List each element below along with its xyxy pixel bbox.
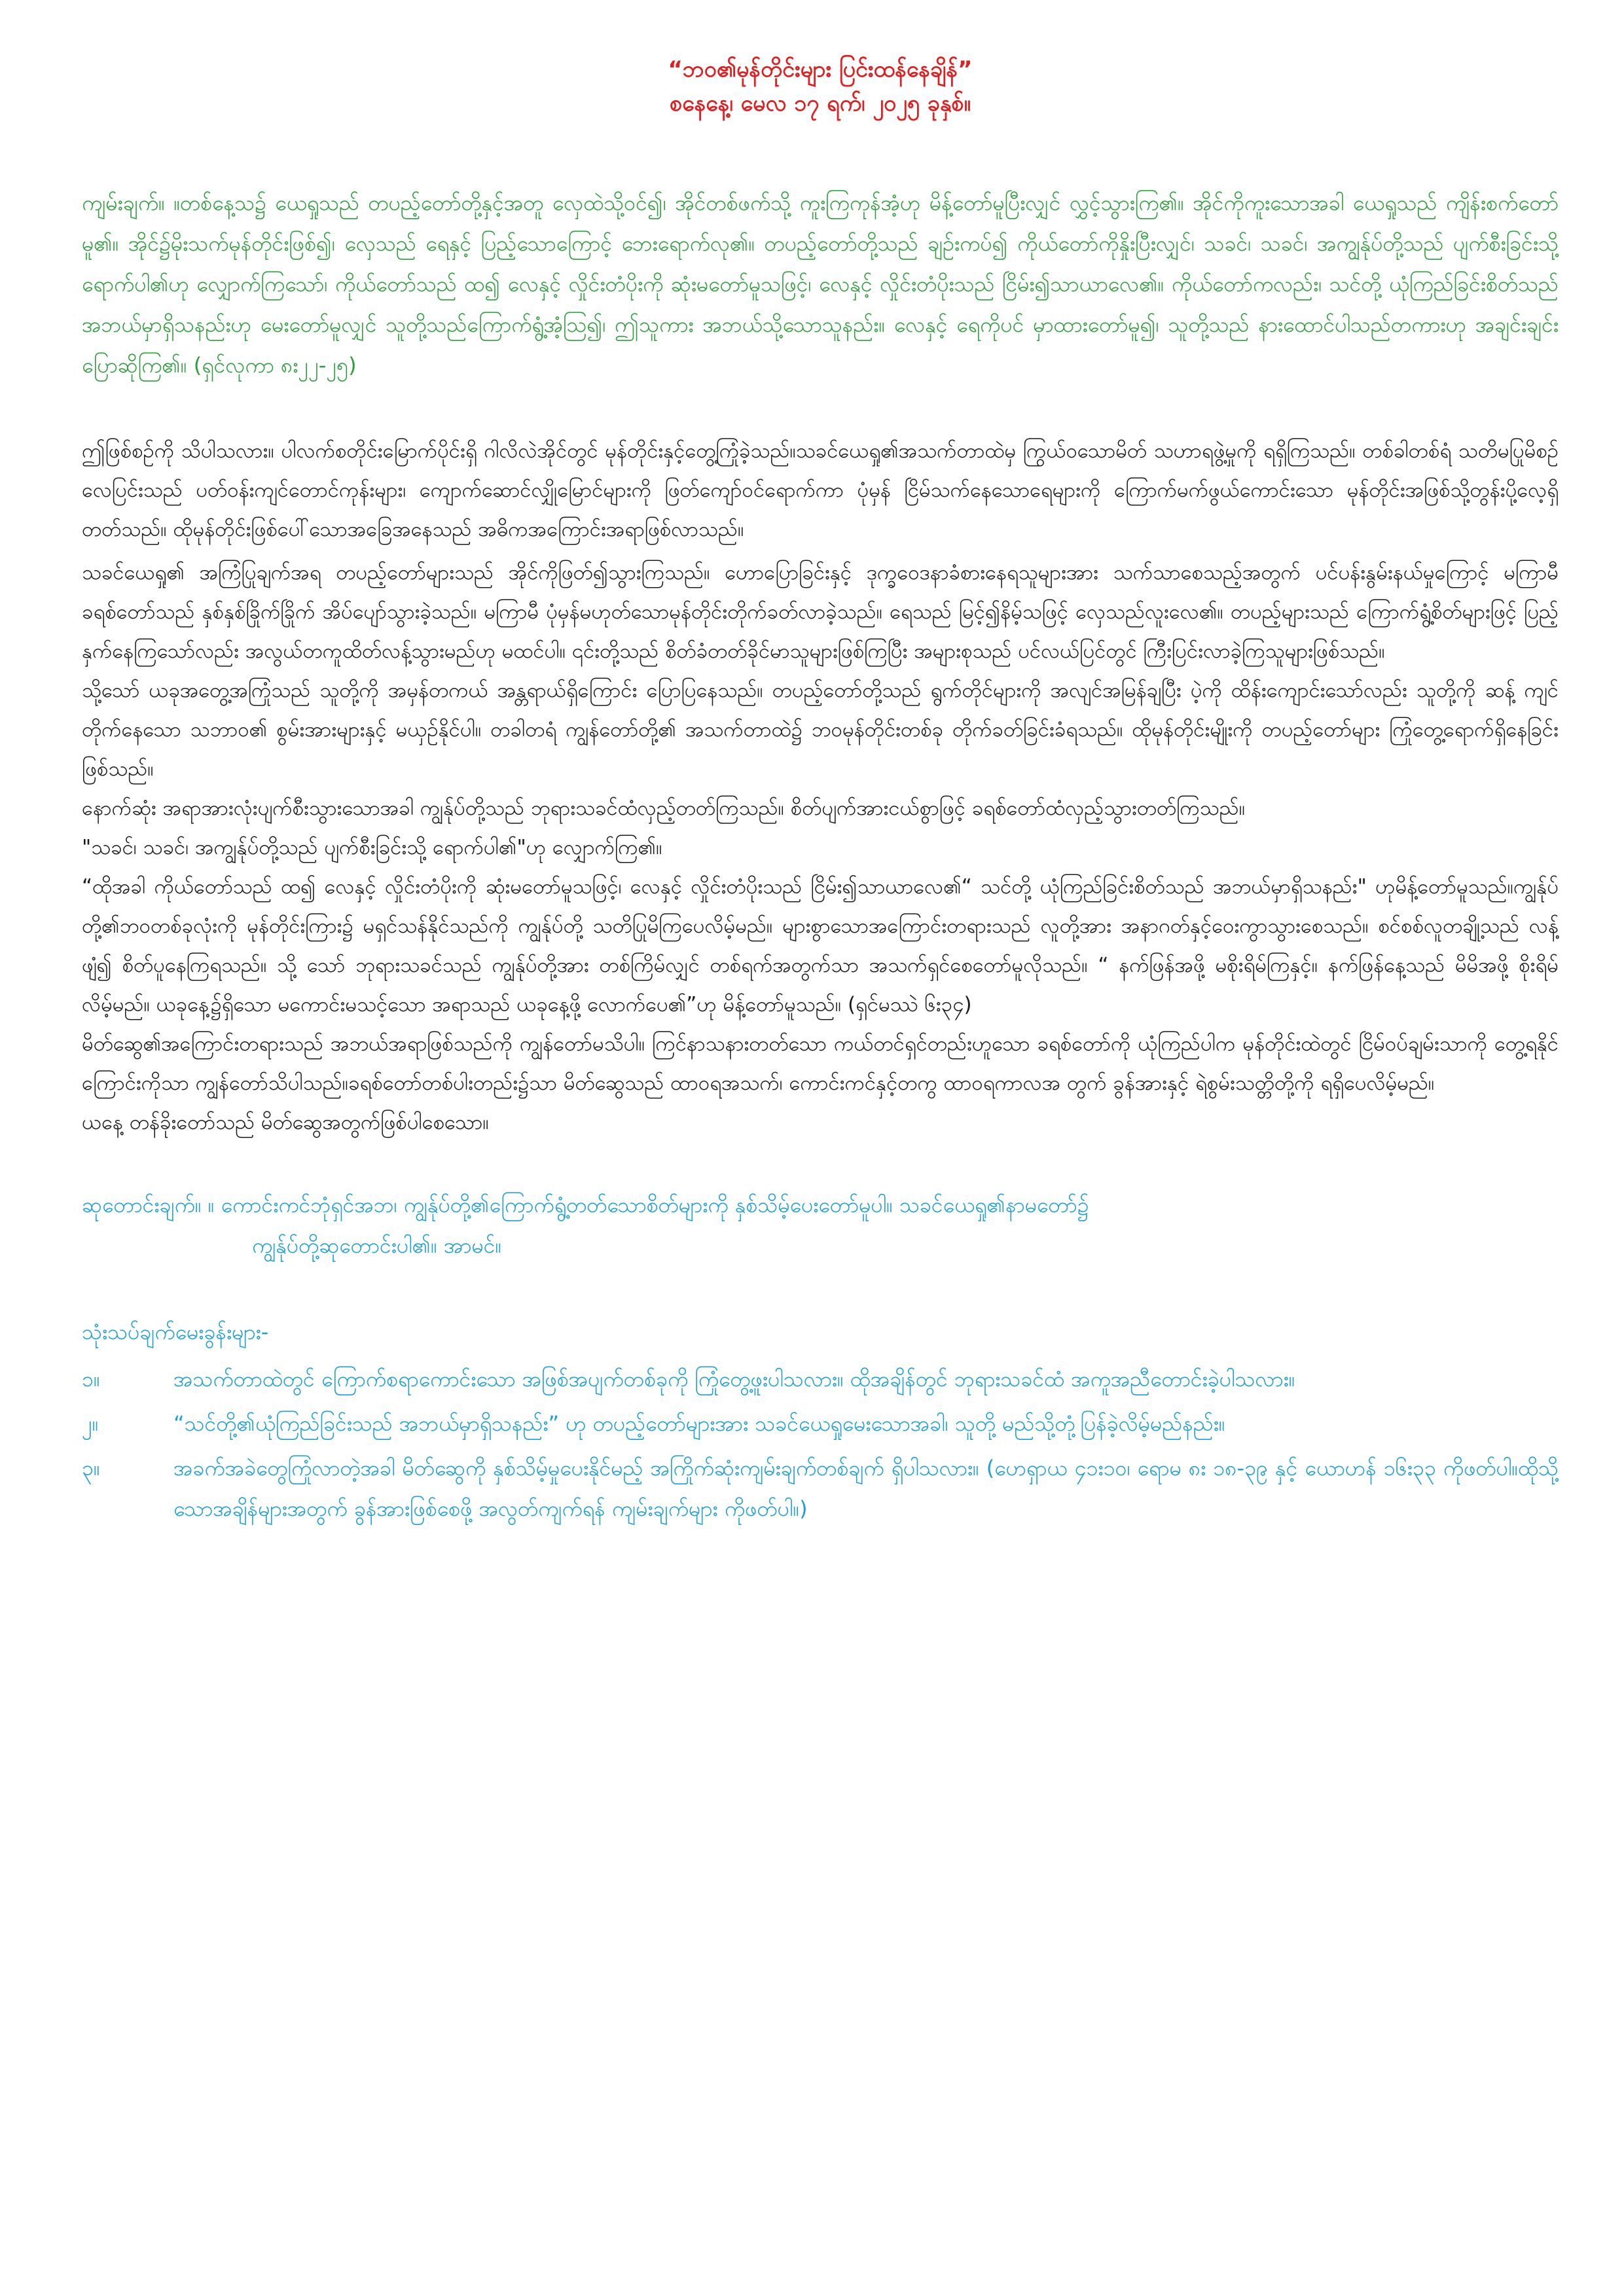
prayer <box>82 1185 1559 1266</box>
body-paragraph: ဤဖြစ်စဉ်ကို သိပါသလား။ ပါလက်စတိုင်းမြောက်ပိုင်းရှိ ဂါလိလဲအိုင်တွင် မုန်တိုင်းနှင့်တွေ့ကြုံခဲ့သည်။သခင်ယေရှု၏အသက်တာထဲမှ ကြွယ်ဝသောမိတ် သဟာရဖွဲ့မှုကို ရရှိကြသည်။ တစ်ခါတစ်ရံ သတိမပြုမိစဉ် လေပြင်းသည် ပတ်ဝန်းကျင်တောင်ကုန်းများ၊ ကျောက်ဆောင်လျှိုမြောင်များကို ဖြတ်ကျော်ဝင်ရောက်ကာ ပုံမှန် ငြိမ်သက်နေသောရေများကို ကြောက်မက်ဖွယ်ကောင်းသော မုန်တိုင်းအဖြစ်သို့တွန်းပို့လေ့ရှိတတ်သည်။ ထိုမုန်တိုင်းဖြစ်ပေါ်သောအခြေအနေသည် အဓိကအကြောင်းအရာဖြစ်လာသည်။ <box>82 439 1559 541</box>
body-paragraph: မိတ်ဆွေ၏အကြောင်းတရားသည် အဘယ်အရာဖြစ်သည်ကို ကျွန်တော်မသိပါ။ ကြင်နာသနားတတ်သော ကယ်တင်ရှင်တည်းဟူသော ခရစ်တော်ကို ယုံကြည်ပါက မုန်တိုင်းထဲတွင် ငြိမ်ဝပ်ချမ်းသာကို တွေ့ရနိုင်ကြောင်းကိုသာ ကျွန်တော်သိပါသည်။ခရစ်တော်တစ်ပါးတည်း၌သာ မိတ်ဆွေသည် ထာဝရအသက်၊ ကောင်းကင်နှင့်တကွ ထာဝရကာလအ တွက် ခွန်အားနှင့် ရဲစွမ်းသတ္တိတို့ကို ရရှိပေလိမ့်မည်။ <box>82 1032 1559 1095</box>
devotional-body <box>82 431 1559 1142</box>
body-paragraph: သခင်ယေရှု၏ အကြံပြုချက်အရ တပည့်တော်များသည် အိုင်ကိုဖြတ်၍သွားကြသည်။ ဟောပြောခြင်းနှင့် ဒုက္ခဝေဒနာခံစားနေရသူများအား သက်သာစေသည့်အတွက် ပင်ပန်းနွမ်းနယ်မှုကြောင့် မကြာမီခရစ်တော်သည် နှစ်နှစ်ခြိုက်ခြိုက် အိပ်ပျော်သွားခဲ့သည်။ မကြာမီ ပုံမှန်မဟုတ်သောမုန်တိုင်းတိုက်ခတ်လာခဲ့သည်။ ရေသည် မြင့်၍နိမ့်သဖြင့် လှေသည်လူးလေ၏။ တပည့်များသည် ကြောက်ရွံ့စိတ်များဖြင့် ပြည့်နှက်နေကြသော်လည်း အလွယ်တကူထိတ်လန့်သွားမည်ဟု မထင်ပါ။ ၎င်းတို့သည် စိတ်ခံတတ်ခိုင်မာသူများဖြစ်ကြပြီး အများစုသည် ပင်လယ်ပြင်တွင် ကြီးပြင်းလာခဲ့ကြသူများဖြစ်သည်။ <box>82 561 1559 663</box>
question-text: အသက်တာထဲတွင် ကြောက်စရာကောင်းသော အဖြစ်အပျက်တစ်ခုကို ကြုံတွေ့ဖူးပါသလား။ ထိုအချိန်တွင် ဘုရားသခင်ထံ အကူအညီတောင်းခဲ့ပါသလား။ <box>173 1367 1295 1391</box>
body-paragraph: “ထိုအခါ ကိုယ်တော်သည် ထ၍ လေနှင့် လှိုင်းတံပိုးကို ဆုံးမတော်မူသဖြင့်၊ လေနှင့် လှိုင်းတံပိုးသည် ငြိမ်း၍သာယာလေ၏“ သင်တို့ ယုံကြည်ခြင်းစိတ်သည် အဘယ်မှာရှိသနည်း" ဟုမိန့်တော်မူသည်။ကျွန်ုပ်တို့၏ဘဝတစ်ခုလုံးကို မုန်တိုင်းကြား၌ မရှင်သန်နိုင်သည်ကို ကျွန်ုပ်တို့ သတိပြုမိကြပေလိမ့်မည်။ များစွာသောအကြောင်းတရားသည် လူတို့အား အနာဂတ်နှင့်ဝေးကွာသွားစေသည်။ စင်စစ်လူတချို့သည် လန့်ဖျံ၍ စိတ်ပူနေကြရသည်။ သို့ သော် ဘုရားသခင်သည် ကျွန်ုပ်တို့အား တစ်ကြိမ်လျှင် တစ်ရက်အတွက်သာ အသက်ရှင်စေတော်မူလိုသည်။ “ နက်ဖြန်အဖို့ မစိုးရိမ်ကြနှင့်။ နက်ဖြန်နေ့သည် မိမိအဖို့ စိုးရိမ်လိမ့်မည်။ ယခုနေ့၌ရှိသော မကောင်းမသင့်သော အရာသည် ယခုနေ့ဖို့ လောက်ပေ၏”ဟု မိန့်တော်မူသည်။ (ရှင်မဿဲ ၆း၃၄) <box>82 875 1559 1016</box>
question-number: ၂။ <box>82 1411 99 1436</box>
question-item <box>82 1448 1559 1529</box>
body-paragraph: ယနေ့ တန်ခိုးတော်သည် မိတ်ဆွေအတွက်ဖြစ်ပါစေသော။ <box>82 1111 489 1134</box>
question-text: အခက်အခဲတွေကြုံလာတဲ့အခါ မိတ်ဆွေကို နှစ်သိမ့်မှုပေးနိုင်မည့် အကြိုက်ဆုံးကျမ်းချက်တစ်ချက် ရှိပါသလား။ (ဟေရှာယ ၄၁း၁၀၊ ရောမ ၈း ၁၈-၃၉ နှင့် ယောဟန် ၁၆း၃၃ ကိုဖတ်ပါ။ထိုသို့သောအချိန်များအတွက် ခွန်အားဖြစ်စေဖို့ အလွတ်ကျက်ရန် ကျမ်းချက်များ ကိုဖတ်ပါ။) <box>173 1456 1559 1521</box>
body-paragraph: "သခင်၊ သခင်၊ အကျွန်ုပ်တို့သည် ပျက်စီးခြင်းသို့ ရောက်ပါ၏"ဟု လျှောက်ကြ၏။ <box>82 836 662 859</box>
reflection-questions <box>82 1312 1559 1529</box>
header <box>82 52 1559 120</box>
question-text: “သင်တို့၏ယုံကြည်ခြင်းသည် အဘယ်မှာရှိသနည်း” ဟု တပည့်တော်များအား သခင်ယေရှုမေးသောအခါ၊ သူတို့ မည်သို့တုံ့ပြန်ခဲ့လိမ့်မည်နည်း။ <box>173 1411 1225 1436</box>
scripture-verse: ကျမ်းချက်။ ။တစ်နေ့သ၌ ယေရှုသည် တပည့်တော်တို့နှင့်အတူ လှေထဲသို့ဝင်၍၊ အိုင်တစ်ဖက်သို့ ကူးကြကုန်အံ့ဟု မိန့်တော်မူပြီးလျှင် လွှင့်သွားကြ၏။ အိုင်ကိုကူးသောအခါ ယေရှုသည် ကျိန်းစက်တော်မူ၏။ အိုင်၌မိုးသက်မုန်တိုင်းဖြစ်၍၊ လှေသည် ရေနှင့် ပြည့်သောကြောင့် ဘေးရောက်လု၏။ တပည့်တော်တို့သည် ချဉ်းကပ်၍ ကိုယ်တော်ကိုနှိုးပြီးလျှင်၊ သခင်၊ သခင်၊ အကျွန်ုပ်တို့သည် ပျက်စီးခြင်းသို့ ရောက်ပါ၏ဟု လျှောက်ကြသော်၊ ကိုယ်တော်သည် ထ၍ လေနှင့် လှိုင်းတံပိုးကို ဆုံးမတော်မူသဖြင့်၊ လေနှင့် လှိုင်းတံပိုးသည် ငြိမ်း၍သာယာလေ၏။ ကိုယ်တော်ကလည်း၊ သင်တို့ ယုံကြည်ခြင်းစိတ်သည် အဘယ်မှာရှိသနည်းဟု မေးတော်မူလျှင် သူတို့သည်ကြောက်ရွံ့အံ့ဩ၍၊ ဤသူကား အဘယ်သို့သောသူနည်း။ လေနှင့် ရေကိုပင် မှာထားတော်မူ၍၊ သူတို့သည် နားထောင်ပါသည်တကားဟု အချင်းချင်းပြောဆိုကြ၏။ (ရှင်လုကာ ၈း၂၂-၂၅) <box>82 190 1559 378</box>
question-item <box>82 1359 1559 1399</box>
page-date: စနေနေ့၊ မေလ ၁၇ ရက်၊ ၂၀၂၅ ခုနှစ်။ <box>670 90 971 117</box>
prayer-line-1: ဆုတောင်းချက်။ ။ ကောင်းကင်ဘုံရှင်အဘ၊ ကျွန်ုပ်တို့၏ကြောက်ရွံ့တတ်သောစိတ်များကို နှစ်သိမ့်ပေးတော်မူပါ။ သခင်ယေရှု၏နာမတော်၌ <box>82 1193 1089 1217</box>
question-item <box>82 1403 1559 1444</box>
question-number: ၁။ <box>82 1367 100 1391</box>
body-paragraph: နောက်ဆုံး အရာအားလုံးပျက်စီးသွားသောအခါ ကျွန်ုပ်တို့သည် ဘုရားသခင်ထံလှည့်တတ်ကြသည်။ စိတ်ပျက်အားငယ်စွာဖြင့် ခရစ်တော်ထံလှည့်သွားတတ်ကြသည်။ <box>82 797 1246 820</box>
questions-heading: သုံးသပ်ချက်မေးခွန်းများ- <box>82 1319 269 1344</box>
page-title: “ဘဝ၏မုန်တိုင်းများ ပြင်းထန်နေချိန်” <box>668 56 973 82</box>
question-number: ၃။ <box>82 1456 100 1480</box>
prayer-line-2: ကျွန်ုပ်တို့ဆုတောင်းပါ၏။ အာမင်။ <box>252 1233 502 1258</box>
body-paragraph: သို့သော် ယခုအတွေ့အကြုံသည် သူတို့ကို အမှန်တကယ် အန္တရာယ်ရှိကြောင်း ပြောပြနေသည်။ တပည့်တော်တို့သည် ရွက်တိုင်များကို အလျင်အမြန်ချပြီး ပဲ့ကို ထိန်းကျောင်းသော်လည်း သူတို့ကို ဆန့် ကျင်တိုက်နေသော သဘာဝ၏ စွမ်းအားများနှင့် မယှဉ်နိုင်ပါ။ တခါတရံ ကျွန်တော်တို့၏ အသက်တာထဲ၌ ဘဝမုန်တိုင်းတစ်ခု တိုက်ခတ်ခြင်းခံရသည်။ ထိုမုန်တိုင်းမျိုးကို တပည့်တော်များ ကြုံတွေ့ရောက်ရှိနေခြင်းဖြစ်သည်။ <box>82 679 1559 781</box>
